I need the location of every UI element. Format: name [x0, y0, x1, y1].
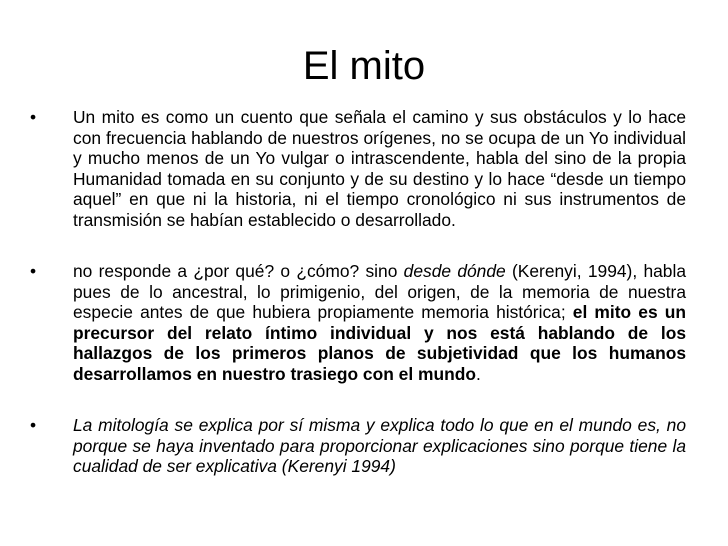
slide-title: El mito — [302, 44, 426, 88]
bullet-text-bold: el mito es un precursor del relato íntimo individual y nos está hablando de los hallazgos de los primeros planos de subjetividad que los humanos desarrollamos en nuestro trasiego con el mundo — [73, 302, 686, 384]
bullet-item-3 — [30, 415, 686, 477]
bullet-icon: • — [30, 107, 37, 127]
bullet-icon: • — [30, 415, 37, 435]
bullet-item-2 — [30, 261, 686, 384]
bullet-list — [30, 107, 686, 508]
bullet-text-segment: (Kerenyi, 1994), habla pues de lo ancestral, lo primigenio, del origen, de la memoria de nuestra especie antes de que hubiera propiamente memoria histórica; — [73, 261, 686, 322]
bullet-icon: • — [30, 261, 37, 281]
bullet-text: Un mito es como un cuento que señala el camino y sus obstáculos y lo hace con frecuencia hablando de nuestros orígenes, no se ocupa de un Yo individual y mucho menos de un Yo vulgar o intrascendente, habla del sino de la propia Humanidad tomada en su conjunto y de su destino y lo hace “desde un tiempo aquel” en que ni la historia, ni el tiempo cronológico ni sus instrumentos de transmisión se habían establecido o desarrollado. — [73, 107, 686, 230]
bullet-text-italic: desde dónde — [403, 261, 506, 281]
bullet-text-italic: La mitología se explica por sí misma y explica todo lo que en el mundo es, no porque se haya inventado para proporcionar explicaciones sino porque tiene la cualidad de ser explicativa (Kerenyi 1994) — [73, 415, 686, 476]
bullet-text-segment: . — [475, 363, 481, 384]
bullet-text — [73, 261, 686, 384]
bullet-text-segment: no responde a ¿por qué? o ¿cómo? sino — [73, 261, 404, 281]
bullet-item-1 — [30, 107, 686, 230]
